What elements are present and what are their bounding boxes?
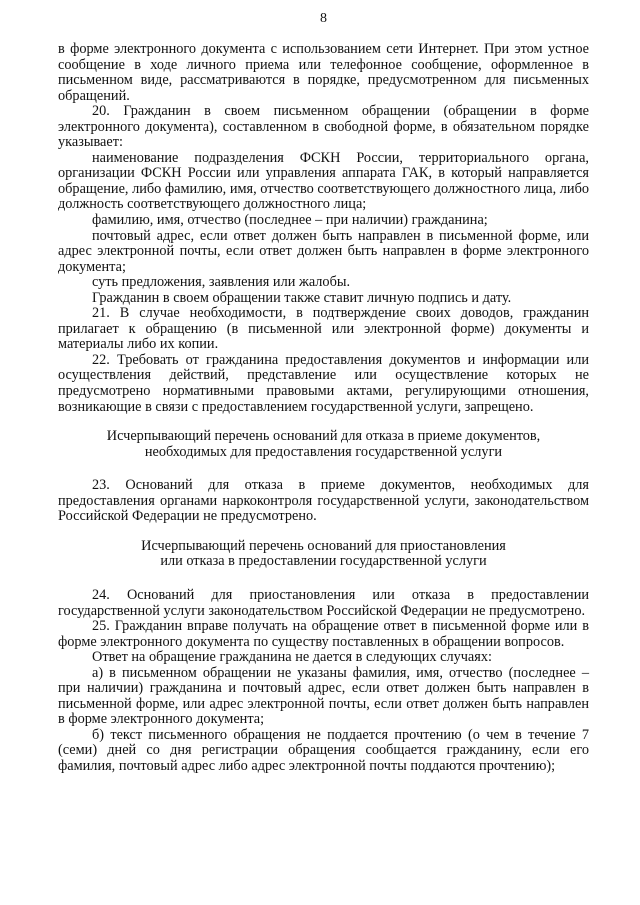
list-item-case-b: б) текст письменного обращения не поддается прочтению (о чем в течение 7 (семи) дней со дня регистрации обращения сообщается гражданину, если его фамилия, почтовый адрес либо адрес электронной почты поддаются прочтению); — [58, 726, 589, 774]
section-heading-refusal-acceptance — [58, 429, 589, 460]
paragraph-continuation: в форме электронного документа с использованием сети Интернет. При этом устное сообщение в ходе личного приема или телефонное сообщение, оформленное в письменном виде, рассматриваются в порядке, предусмотренном для письменных обращений. — [58, 41, 589, 104]
section-heading-suspension — [58, 539, 589, 570]
paragraph-24: 24. Оснований для приостановления или отказа в предоставлении государственной услуги законодательством Российской Федерации не предусмотрено. — [58, 586, 589, 619]
list-item-postal-address: почтовый адрес, если ответ должен быть направлен в письменной форме, или адрес электронной почты, если ответ должен быть направлен в форме электронного документа; — [58, 227, 589, 275]
list-item-essence: суть предложения, заявления или жалобы. — [92, 274, 351, 291]
paragraph-23: 23. Оснований для отказа в приеме документов, необходимых для предоставления органами наркоконтроля государственной услуги, законодательством Российской Федерации не предусмотрено. — [58, 477, 589, 525]
heading-line: необходимых для предоставления государственной услуги — [144, 443, 503, 460]
heading-line: Исчерпывающий перечень оснований для приостановления — [141, 537, 506, 554]
paragraph-25: 25. Гражданин вправе получать на обращение ответ в письменной форме или в форме электронного документа по существу поставленных в обращении вопросов. — [58, 618, 589, 650]
document-body — [58, 42, 589, 775]
list-item-case-a: а) в письменном обращении не указаны фамилия, имя, отчество (последнее – при наличии) гражданина и почтовый адрес, если ответ должен быть направлен в письменной форме, или адрес электронной почты, если ответ должен быть направлен в форме электронного документа; — [58, 664, 589, 728]
heading-line: Исчерпывающий перечень оснований для отказа в приеме документов, — [106, 428, 541, 445]
list-item-subdivision-name: наименование подразделения ФСКН России, территориального органа, организации ФСКН России или управления аппарата ГАК, в который направляется обращение, либо фамилию, имя, отчество соответствующего должностного лица, либо должность соответствующего должностного лица; — [58, 149, 589, 213]
list-item-citizen-name: фамилию, имя, отчество (последнее – при наличии) гражданина; — [92, 212, 488, 229]
document-page — [58, 0, 589, 905]
paragraph-20: 20. Гражданин в своем письменном обращении (обращении в форме электронного документа), составленном в свободной форме, в обязательном порядке указывает: — [58, 103, 589, 151]
paragraph-22: 22. Требовать от гражданина предоставления документов и информации или осуществления действий, представление или осуществление которых не предусмотрено нормативными правовыми актами, регулирующими отношения, возникающие в связи с предоставлением государственной услуги, запрещено. — [58, 351, 589, 415]
paragraph-no-answer-cases: Ответ на обращение гражданина не дается в следующих случаях: — [92, 649, 492, 666]
paragraph-21: 21. В случае необходимости, в подтверждение своих доводов, гражданин прилагает к обращению (в письменной или электронной форме) документы и материалы либо их копии. — [58, 305, 589, 353]
page-number: 8 — [320, 11, 327, 26]
paragraph-signature: Гражданин в своем обращении также ставит личную подпись и дату. — [92, 289, 512, 306]
heading-line: или отказа в предоставлении государственной услуги — [160, 553, 487, 570]
